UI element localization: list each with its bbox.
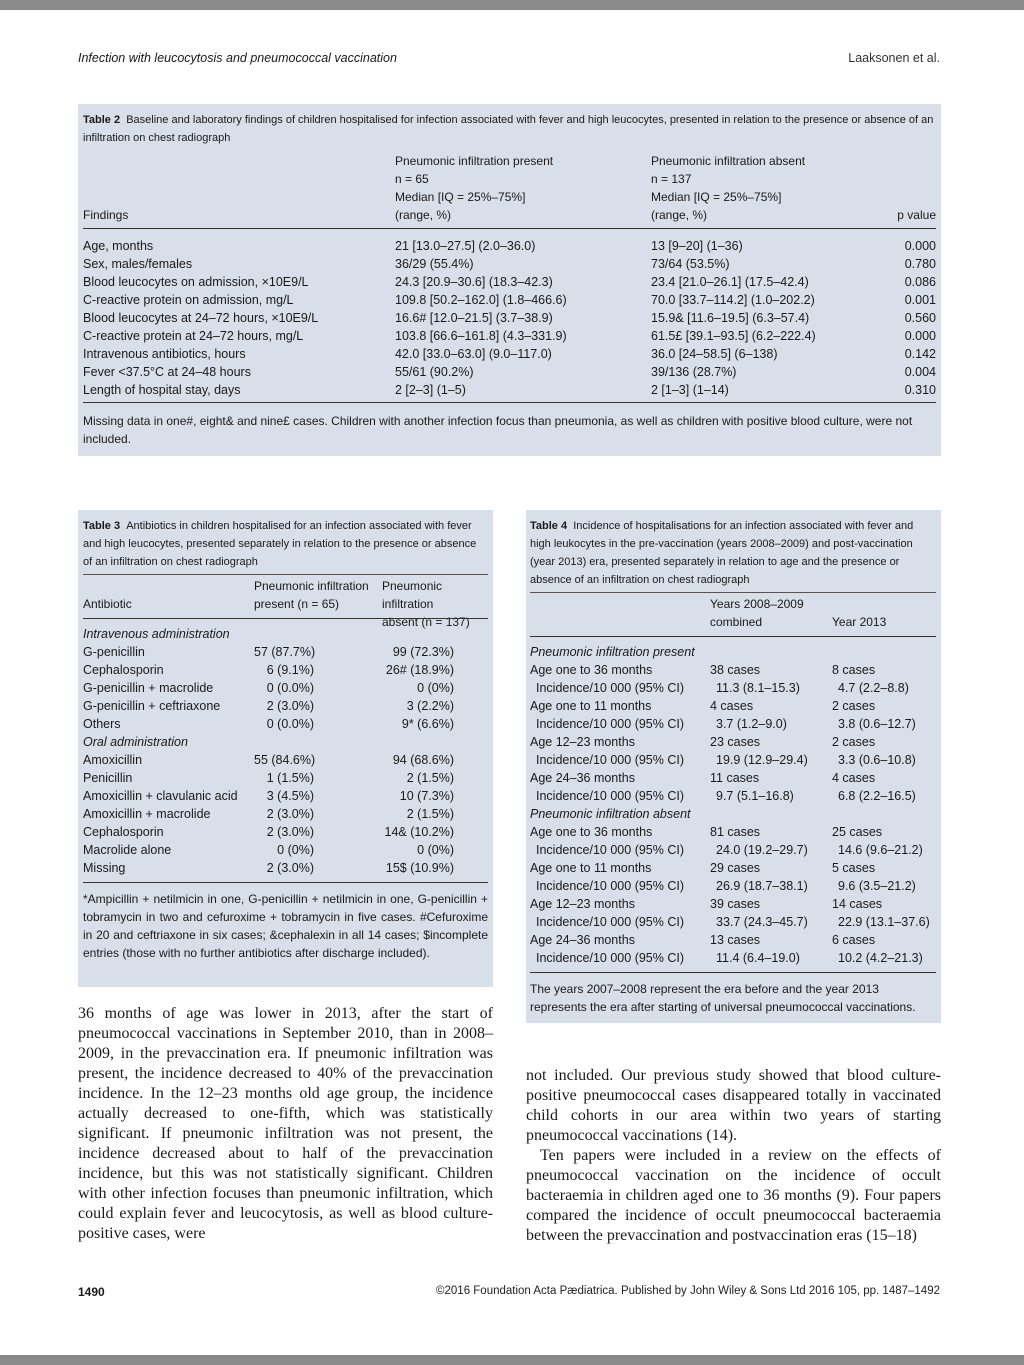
table-2-label: Table 2	[83, 114, 121, 126]
table-4-top-rule	[530, 592, 936, 593]
cell-absent: 14& (10.2%)	[384, 825, 454, 839]
table-4	[526, 510, 941, 1023]
header-absent-line: Pneumonic infiltration	[382, 579, 443, 611]
table-2-bottom-rule	[83, 402, 936, 403]
table-2	[78, 104, 941, 456]
cell-age-label: Age one to 11 months	[530, 861, 652, 875]
cell-pre-vaccination: 4 cases	[710, 699, 754, 713]
cell-antibiotic: Cephalosporin	[83, 825, 164, 839]
cell-present: 109.8 [50.2–162.0] (1.8–466.6)	[395, 293, 567, 307]
cell-present: 36/29 (55.4%)	[395, 257, 474, 271]
cell-present: 42.0 [33.0–63.0] (9.0–117.0)	[395, 347, 552, 361]
table-2-header-p: p value	[897, 208, 936, 222]
cell-absent: 70.0 [33.7–114.2] (1.0–202.2)	[651, 293, 815, 307]
running-head-authors: Laaksonen et al.	[848, 51, 940, 65]
cell-p-value: 0.000	[904, 329, 936, 343]
cell-absent: 15.9& [11.6–19.5] (6.3–57.4)	[651, 311, 810, 325]
body-column-right	[526, 1066, 941, 1246]
table-4-bottom-rule	[530, 972, 936, 973]
cell-present: 1 (1.5%)	[266, 771, 314, 785]
cell-p-value: 0.780	[904, 257, 936, 271]
copyright-line: ©2016 Foundation Acta Pædiatrica. Published by John Wiley & Sons Ltd 2016 105, pp. 1487–1492	[436, 1285, 940, 1297]
cell-absent: 2 (1.5%)	[406, 807, 454, 821]
header-pre-line: combined	[710, 615, 763, 629]
header-present-line: present (n = 65)	[254, 597, 340, 611]
section-label: Pneumonic infiltration absent	[530, 807, 691, 821]
cell-absent: 3 (2.2%)	[406, 699, 454, 713]
cell-present: 0 (0.0%)	[266, 681, 314, 695]
cell-incidence-label: Incidence/10 000 (95% CI)	[536, 681, 685, 695]
table-3-caption	[83, 517, 488, 571]
cell-incidence-label: Incidence/10 000 (95% CI)	[536, 915, 685, 929]
table-3-header-rule	[83, 618, 488, 619]
table-2-header-absent	[651, 152, 805, 224]
header-present-line: Median [IQ = 25%–75%]	[395, 190, 526, 204]
header-absent-line: Median [IQ = 25%–75%]	[651, 190, 782, 204]
cell-present: 103.8 [66.6–161.8] (4.3–331.9)	[395, 329, 567, 343]
table-4-note: The years 2007–2008 represent the era before and the year 2013 represents the era after starting of universal pneumococcal vaccinations.	[530, 982, 916, 1014]
cell-antibiotic: G-penicillin	[83, 645, 145, 659]
header-present-line: Pneumonic infiltration present	[395, 154, 554, 168]
table-3-note: *Ampicillin + netilmicin in one, G-penicillin + netilmicin in one, G-penicillin + tobramycin in two and cefuroxime + tobramycin in five cases. #Cefuroxime in 20 and ceftriaxone in six cases; &cephalexin in all 14 cases; $incomplete entries (those with no further antibiotics after discharge included).	[83, 892, 488, 960]
cell-antibiotic: G-penicillin + ceftriaxone	[83, 699, 221, 713]
cell-pre-vaccination: 3.7 (1.2–9.0)	[716, 717, 787, 731]
cell-finding: Fever <37.5°C at 24–48 hours	[83, 365, 251, 379]
cell-antibiotic: Amoxicillin + clavulanic acid	[83, 789, 238, 803]
cell-absent: 73/64 (53.5%)	[651, 257, 730, 271]
cell-post-vaccination: 5 cases	[832, 861, 876, 875]
cell-absent: 99 (72.3%)	[392, 645, 454, 659]
cell-antibiotic: Macrolide alone	[83, 843, 172, 857]
body-paragraph: not included. Our previous study showed that blood culture-positive pneumococcal cases disappeared totally in vaccinated child cohorts in our area within two years of starting pneumococcal vaccinations (14).	[526, 1067, 941, 1144]
cell-absent: 39/136 (28.7%)	[651, 365, 737, 379]
cell-incidence-label: Incidence/10 000 (95% CI)	[536, 843, 685, 857]
cell-absent: 36.0 [24–58.5] (6–138)	[651, 347, 778, 361]
cell-post-vaccination: 9.6 (3.5–21.2)	[838, 879, 916, 893]
table-3-caption-text: Antibiotics in children hospitalised for an infection associated with fever and high leucocytes, presented separately in relation to the presence or absence of an infiltration on chest radiograph	[83, 520, 477, 568]
cell-pre-vaccination: 24.0 (19.2–29.7)	[716, 843, 808, 857]
cell-pre-vaccination: 19.9 (12.9–29.4)	[716, 753, 808, 767]
cell-finding: Blood leucocytes on admission, ×10E9/L	[83, 275, 309, 289]
cell-antibiotic: Others	[83, 717, 121, 731]
cell-post-vaccination: 8 cases	[832, 663, 876, 677]
cell-p-value: 0.560	[904, 311, 936, 325]
running-head-title: Infection with leucocytosis and pneumococcal vaccination	[78, 51, 397, 65]
cell-age-label: Age one to 36 months	[530, 825, 653, 839]
header-absent-line: (range, %)	[651, 208, 708, 222]
cell-p-value: 0.310	[904, 383, 936, 397]
body-paragraph: 36 months of age was lower in 2013, after the start of pneumococcal vaccinations in September 2010, than in 2008–2009, in the prevaccination era. If pneumonic infiltration was present, the incidence decreased to 40% of the prevaccination incidence. In the 12–23 months old age group, the incidence actually decreased to one-fifth, which was statistically significant. If pneumonic infiltration was not present, the incidence decreased about to half of the prevaccination incidence, but this was not statistically significant. Children with other infection focuses than pneumonic infiltration, which could explain fever and leucocytosis, as well as blood culture-positive cases, were	[78, 1005, 493, 1242]
cell-age-label: Age 12–23 months	[530, 735, 635, 749]
cell-finding: C-reactive protein at 24–72 hours, mg/L	[83, 329, 304, 343]
cell-post-vaccination: 25 cases	[832, 825, 883, 839]
cell-present: 21 [13.0–27.5] (2.0–36.0)	[395, 239, 536, 253]
cell-post-vaccination: 4 cases	[832, 771, 876, 785]
cell-incidence-label: Incidence/10 000 (95% CI)	[536, 789, 685, 803]
cell-present: 2 (3.0%)	[266, 807, 314, 821]
table-2-header-findings: Findings	[83, 208, 129, 222]
table-4-label: Table 4	[530, 520, 568, 532]
cell-age-label: Age 24–36 months	[530, 933, 635, 947]
cell-present: 24.3 [20.9–30.6] (18.3–42.3)	[395, 275, 553, 289]
cell-present: 0 (0%)	[277, 843, 314, 857]
table-4-caption	[530, 517, 937, 589]
cell-finding: C-reactive protein on admission, mg/L	[83, 293, 294, 307]
cell-pre-vaccination: 9.7 (5.1–16.8)	[716, 789, 794, 803]
top-border	[0, 0, 1024, 10]
cell-post-vaccination: 14.6 (9.6–21.2)	[838, 843, 923, 857]
cell-absent: 23.4 [21.0–26.1] (17.5–42.4)	[651, 275, 809, 289]
cell-age-label: Age 12–23 months	[530, 897, 635, 911]
header-pre-line: Years 2008–2009	[710, 597, 804, 611]
cell-absent: 26# (18.9%)	[385, 663, 454, 677]
cell-finding: Blood leucocytes at 24–72 hours, ×10E9/L	[83, 311, 319, 325]
cell-pre-vaccination: 26.9 (18.7–38.1)	[716, 879, 808, 893]
cell-absent: 2 [1–3] (1–14)	[651, 383, 729, 397]
cell-post-vaccination: 6.8 (2.2–16.5)	[838, 789, 916, 803]
cell-finding: Intravenous antibiotics, hours	[83, 347, 246, 361]
cell-absent: 0 (0%)	[417, 843, 454, 857]
cell-post-vaccination: 10.2 (4.2–21.3)	[838, 951, 923, 965]
cell-pre-vaccination: 11.3 (8.1–15.3)	[716, 681, 800, 695]
bottom-border	[0, 1355, 1024, 1365]
cell-post-vaccination: 2 cases	[832, 735, 876, 749]
cell-absent: 13 [9–20] (1–36)	[651, 239, 743, 253]
cell-antibiotic: Missing	[83, 861, 126, 875]
cell-age-label: Age one to 11 months	[530, 699, 652, 713]
header-absent-line: Pneumonic infiltration absent	[651, 154, 806, 168]
cell-pre-vaccination: 29 cases	[710, 861, 761, 875]
cell-finding: Age, months	[83, 239, 154, 253]
cell-absent: 0 (0%)	[417, 681, 454, 695]
cell-pre-vaccination: 39 cases	[710, 897, 761, 911]
cell-present: 2 (3.0%)	[266, 861, 314, 875]
cell-p-value: 0.000	[904, 239, 936, 253]
table-4-caption-text: Incidence of hospitalisations for an infection associated with fever and high leukocytes in the pre-vaccination (years 2008–2009) and post-vaccination (year 2013) era, presented separately in relation to age and the presence or absence of an infiltration on chest radiograph	[530, 520, 914, 586]
cell-post-vaccination: 14 cases	[832, 897, 883, 911]
cell-post-vaccination: 3.8 (0.6–12.7)	[838, 717, 916, 731]
table-3-header-present	[254, 577, 369, 613]
header-present-line: Pneumonic infiltration	[254, 579, 369, 593]
table-3-top-rule	[83, 574, 488, 575]
cell-present: 6 (9.1%)	[266, 663, 314, 677]
header-absent-line: n = 137	[651, 172, 692, 186]
table-3-header-absent	[382, 577, 493, 631]
cell-present: 57 (87.7%)	[254, 645, 316, 659]
section-label: Intravenous administration	[83, 627, 230, 641]
header-present-line: (range, %)	[395, 208, 452, 222]
table-3-label: Table 3	[83, 520, 121, 532]
cell-antibiotic: Cephalosporin	[83, 663, 164, 677]
cell-absent: 10 (7.3%)	[399, 789, 454, 803]
section-label: Pneumonic infiltration present	[530, 645, 695, 659]
cell-pre-vaccination: 11 cases	[710, 771, 760, 785]
cell-present: 55 (84.6%)	[254, 753, 316, 767]
cell-post-vaccination: 4.7 (2.2–8.8)	[838, 681, 909, 695]
table-4-header-pre	[710, 595, 804, 631]
table-2-caption	[83, 111, 936, 147]
body-column-left	[78, 1004, 493, 1244]
cell-present: 0 (0.0%)	[266, 717, 314, 731]
cell-antibiotic: Amoxicillin	[83, 753, 143, 767]
cell-pre-vaccination: 11.4 (6.4–19.0)	[716, 951, 800, 965]
header-present-line: n = 65	[395, 172, 429, 186]
header-absent-line: absent (n = 137)	[382, 615, 470, 629]
cell-pre-vaccination: 38 cases	[710, 663, 761, 677]
cell-antibiotic: Penicillin	[83, 771, 133, 785]
cell-antibiotic: Amoxicillin + macrolide	[83, 807, 211, 821]
cell-pre-vaccination: 23 cases	[710, 735, 761, 749]
table-3-header-antibiotic: Antibiotic	[83, 597, 132, 611]
cell-age-label: Age one to 36 months	[530, 663, 653, 677]
cell-present: 2 (3.0%)	[266, 825, 314, 839]
cell-absent: 15$ (10.9%)	[385, 861, 454, 875]
cell-incidence-label: Incidence/10 000 (95% CI)	[536, 753, 685, 767]
cell-absent: 94 (68.6%)	[392, 753, 454, 767]
cell-absent: 61.5£ [39.1–93.5] (6.2–222.4)	[651, 329, 816, 343]
table-3-bottom-rule	[83, 882, 488, 883]
cell-p-value: 0.004	[904, 365, 936, 379]
cell-post-vaccination: 6 cases	[832, 933, 876, 947]
cell-absent: 2 (1.5%)	[406, 771, 454, 785]
table-4-header-rule	[530, 636, 936, 637]
cell-post-vaccination: 22.9 (13.1–37.6)	[838, 915, 930, 929]
cell-p-value: 0.086	[904, 275, 936, 289]
cell-pre-vaccination: 13 cases	[710, 933, 761, 947]
table-2-caption-text: Baseline and laboratory findings of children hospitalised for infection associated with fever and high leucocytes, presented in relation to the presence or absence of an infiltration on chest radiograph	[83, 114, 934, 144]
running-head	[78, 51, 940, 69]
cell-p-value: 0.142	[904, 347, 936, 361]
page-number: 1490	[78, 1285, 105, 1299]
cell-present: 55/61 (90.2%)	[395, 365, 474, 379]
cell-age-label: Age 24–36 months	[530, 771, 635, 785]
cell-incidence-label: Incidence/10 000 (95% CI)	[536, 879, 685, 893]
table-2-header-rule	[83, 228, 936, 229]
cell-finding: Length of hospital stay, days	[83, 383, 241, 397]
cell-incidence-label: Incidence/10 000 (95% CI)	[536, 717, 685, 731]
cell-present: 2 (3.0%)	[266, 699, 314, 713]
cell-pre-vaccination: 33.7 (24.3–45.7)	[716, 915, 808, 929]
cell-present: 2 [2–3] (1–5)	[395, 383, 466, 397]
cell-pre-vaccination: 81 cases	[710, 825, 761, 839]
table-2-header-present	[395, 152, 553, 224]
cell-antibiotic: G-penicillin + macrolide	[83, 681, 214, 695]
cell-present: 3 (4.5%)	[266, 789, 314, 803]
section-label: Oral administration	[83, 735, 188, 749]
body-paragraph: Ten papers were included in a review on the effects of pneumococcal vaccination on the incidence of occult bacteraemia in children aged one to 36 months (9). Four papers compared the incidence of occult pneumococcal bacteraemia between the prevaccination and postvaccination eras (15–18)	[526, 1147, 941, 1244]
cell-post-vaccination: 3.3 (0.6–10.8)	[838, 753, 916, 767]
cell-absent: 9* (6.6%)	[401, 717, 454, 731]
cell-finding: Sex, males/females	[83, 257, 193, 271]
cell-p-value: 0.001	[904, 293, 936, 307]
cell-present: 16.6# [12.0–21.5] (3.7–38.9)	[395, 311, 553, 325]
table-4-header-post: Year 2013	[832, 615, 887, 629]
table-3	[78, 510, 493, 987]
cell-post-vaccination: 2 cases	[832, 699, 876, 713]
cell-incidence-label: Incidence/10 000 (95% CI)	[536, 951, 685, 965]
table-2-note: Missing data in one#, eight& and nine£ cases. Children with another infection focus than pneumonia, as well as children with positive blood culture, were not included.	[83, 414, 913, 446]
